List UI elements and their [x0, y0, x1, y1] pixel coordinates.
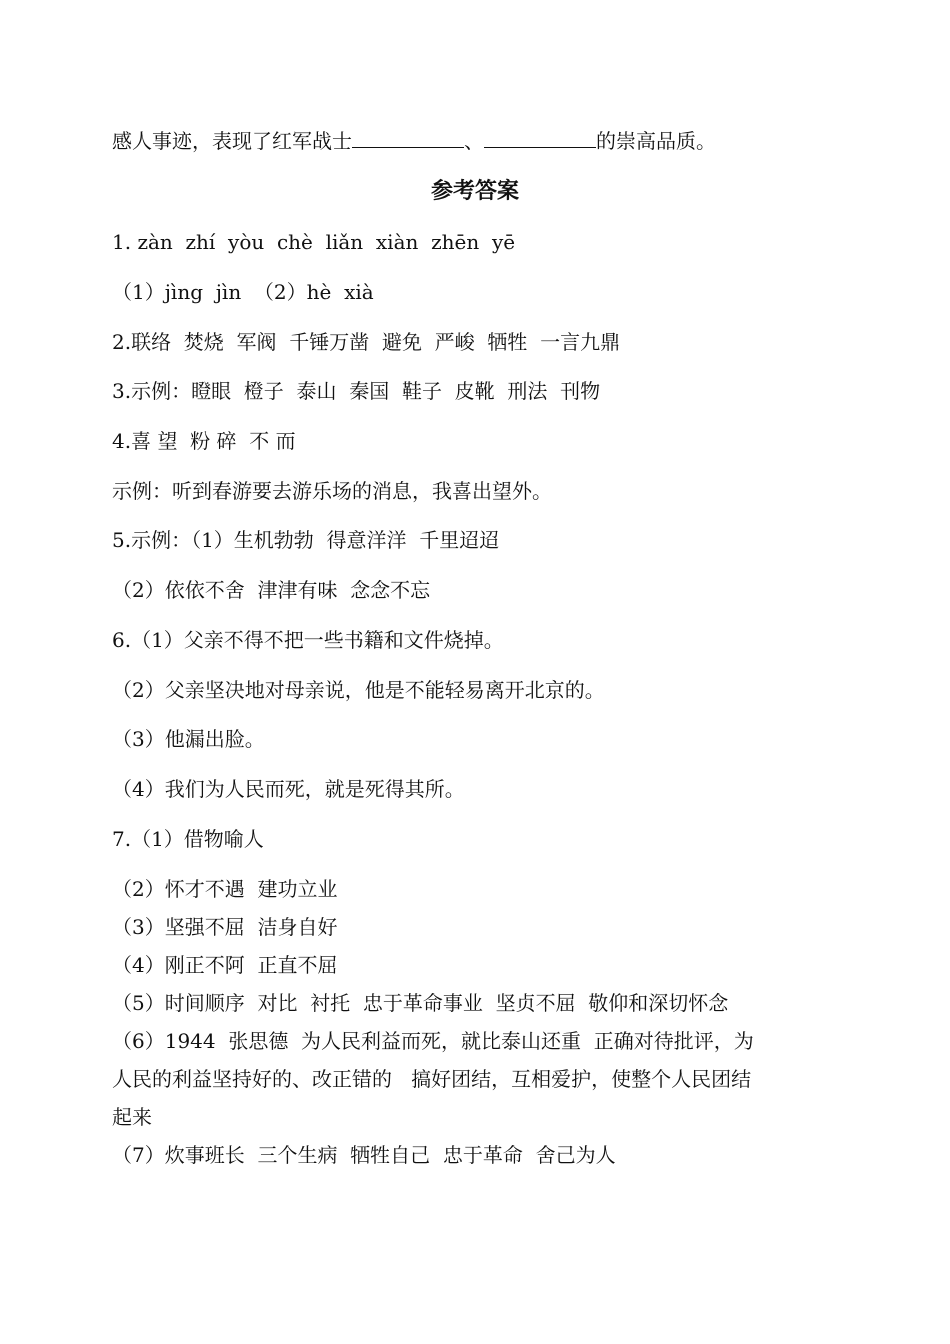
answer-7-6-line1: （6）1944 张思德 为人民利益而死，就比泰山还重 正确对待批评，为	[112, 1029, 754, 1053]
answer-7-4: （4）刚正不阿 正直不屈	[112, 953, 338, 977]
answer-7-3: （3）坚强不屈 洁身自好	[112, 915, 338, 939]
answer-7-2: （2）怀才不遇 建功立业	[112, 877, 338, 901]
answer-1-sub: （1）jìng jìn （2）hè xià	[112, 280, 374, 304]
answer-7-5: （5）时间顺序 对比 衬托 忠于革命事业 坚贞不屈 敬仰和深切怀念	[112, 991, 729, 1015]
answer-blank-1	[352, 129, 464, 148]
answer-4-example: 示例：听到春游要去游乐场的消息，我喜出望外。	[112, 479, 552, 503]
intro-text-before: 感人事迹，表现了红军战士	[112, 129, 352, 153]
intro-text-after: 的崇高品质。	[596, 129, 716, 153]
answer-4: 4.喜 望 粉 碎 不 而	[112, 429, 296, 453]
answer-6-4: （4）我们为人民而死，就是死得其所。	[112, 777, 465, 801]
answer-6-3: （3）他漏出脸。	[112, 727, 265, 751]
answer-7-6-line2: 人民的利益坚持好的、改正错的 搞好团结，互相爱护，使整个人民团结	[112, 1067, 752, 1091]
answer-5: 5.示例：（1）生机勃勃 得意洋洋 千里迢迢	[112, 528, 500, 552]
answer-3: 3.示例：瞪眼 橙子 泰山 秦国 鞋子 皮靴 刑法 刊物	[112, 379, 601, 403]
answer-7-7: （7）炊事班长 三个生病 牺牲自己 忠于革命 舍己为人	[112, 1143, 616, 1167]
intro-separator: 、	[464, 129, 484, 153]
answer-blank-2	[484, 129, 596, 148]
answer-2: 2.联络 焚烧 军阀 千锤万凿 避免 严峻 牺牲 一言九鼎	[112, 330, 621, 354]
answer-title: 参考答案	[430, 179, 519, 204]
answer-1: 1. zàn zhí yòu chè liǎn xiàn zhēn yē	[112, 230, 516, 254]
intro-line	[112, 128, 716, 154]
answer-6-2: （2）父亲坚决地对母亲说，他是不能轻易离开北京的。	[112, 678, 605, 702]
answer-7-1: 7.（1）借物喻人	[112, 827, 264, 851]
answer-6-1: 6.（1）父亲不得不把一些书籍和文件烧掉。	[112, 628, 504, 652]
answer-7-6-line3: 起来	[112, 1105, 152, 1129]
answer-5-2: （2）依依不舍 津津有味 念念不忘	[112, 578, 431, 602]
